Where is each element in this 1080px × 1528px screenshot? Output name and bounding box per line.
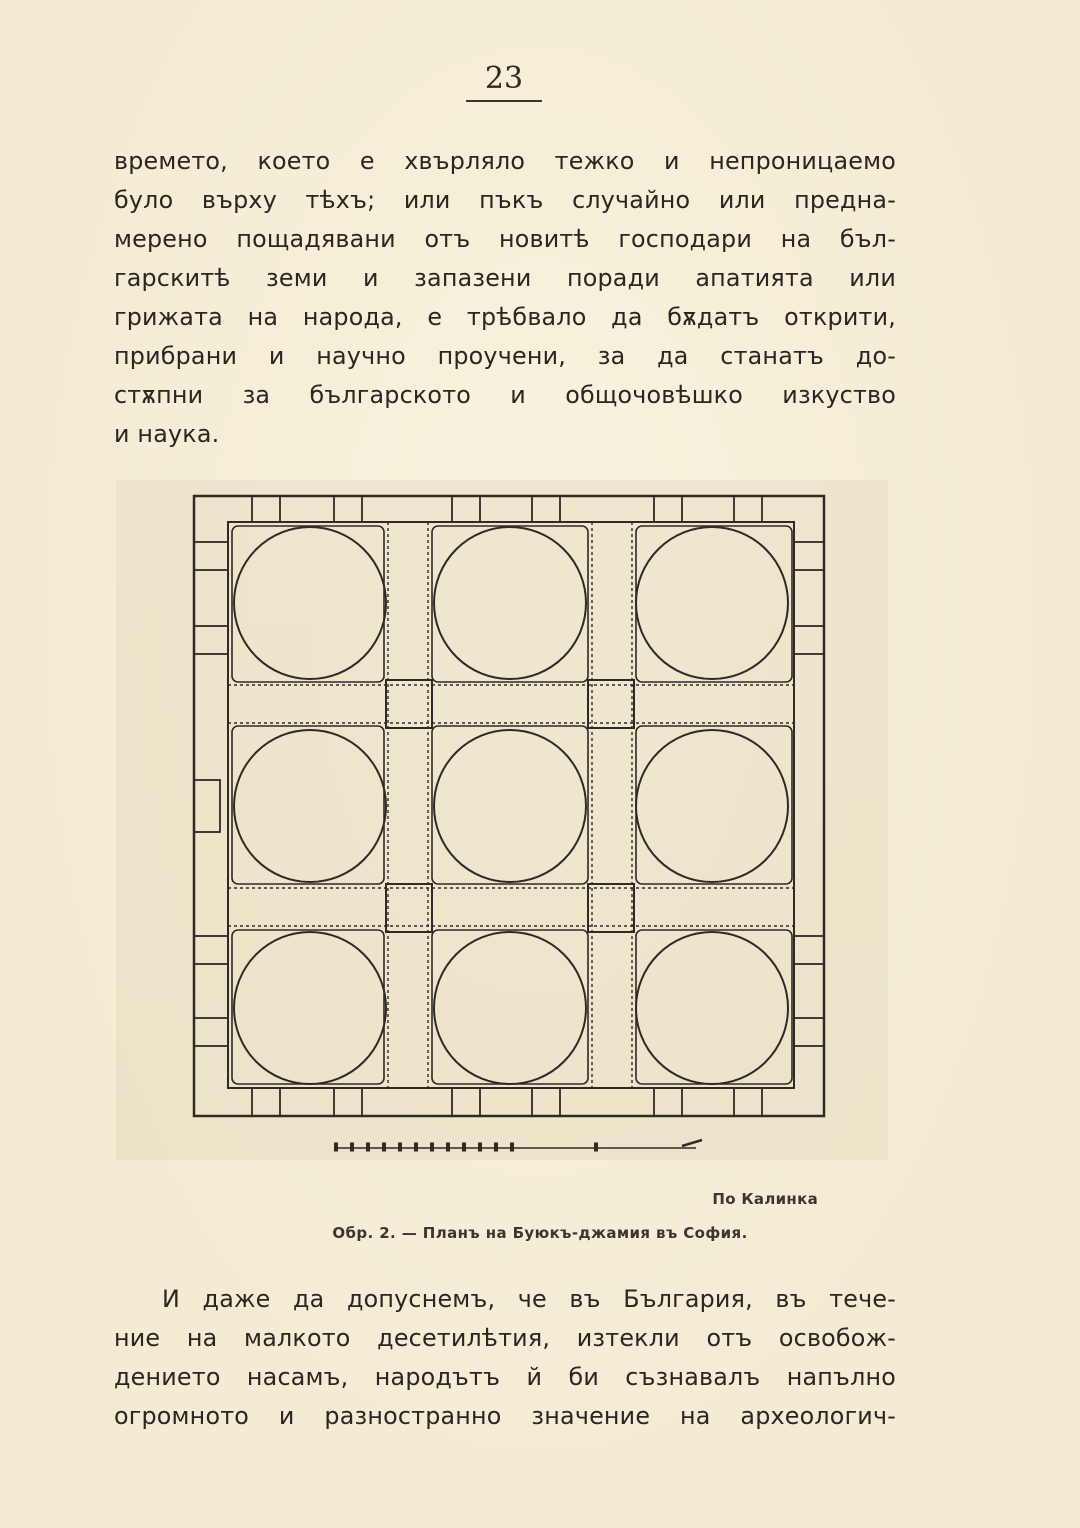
wall-niche bbox=[194, 1018, 228, 1046]
text-line: мерено пощадявани отъ новитѣ господари на бъл- bbox=[114, 225, 896, 253]
wall-niche bbox=[452, 1088, 480, 1116]
wall-niche bbox=[532, 496, 560, 522]
wall-niche bbox=[794, 542, 824, 570]
wall-niche bbox=[794, 626, 824, 654]
scale-tick bbox=[383, 1143, 386, 1151]
dome-circle bbox=[636, 730, 788, 882]
mosque-floor-plan bbox=[116, 480, 888, 1160]
wall-niche bbox=[452, 496, 480, 522]
pier bbox=[588, 680, 634, 728]
outer-wall bbox=[194, 496, 824, 1116]
dome-circle bbox=[234, 730, 386, 882]
pier bbox=[588, 884, 634, 932]
scale-tick bbox=[367, 1143, 370, 1151]
wall-niche bbox=[194, 626, 228, 654]
pier bbox=[386, 680, 432, 728]
pier bbox=[386, 884, 432, 932]
scale-tick bbox=[431, 1143, 434, 1151]
text-line: стѫпни за българското и общочовѣшко изкуство bbox=[114, 381, 896, 409]
text-line: огромното и разностранно значение на археологич- bbox=[114, 1402, 896, 1430]
paragraph-1 bbox=[114, 142, 896, 454]
text-line: гарскитѣ земи и запазени поради апатията или bbox=[114, 264, 896, 292]
wall-niche bbox=[654, 496, 682, 522]
scale-tick bbox=[595, 1143, 598, 1151]
text-line: И даже да допуснемъ, че въ България, въ тече- bbox=[162, 1285, 896, 1313]
scale-tick bbox=[351, 1143, 354, 1151]
figure-attribution: По Калинка bbox=[712, 1190, 818, 1208]
dome-circle bbox=[636, 527, 788, 679]
scale-tick bbox=[335, 1143, 338, 1151]
wall-niche bbox=[194, 542, 228, 570]
page-number: 23 bbox=[466, 62, 542, 102]
dome-circle bbox=[434, 730, 586, 882]
figure-caption: Обр. 2. — Планъ на Буюкъ-джамия въ София. bbox=[332, 1224, 748, 1242]
wall-niche bbox=[334, 1088, 362, 1116]
dome-circle bbox=[636, 932, 788, 1084]
dome-circle bbox=[434, 932, 586, 1084]
wall-niche bbox=[794, 936, 824, 964]
wall-niche bbox=[194, 936, 228, 964]
text-line: и наука. bbox=[114, 420, 220, 448]
bay-outline bbox=[432, 726, 588, 884]
wall-niche bbox=[252, 1088, 280, 1116]
figure-plate bbox=[116, 480, 888, 1160]
wall-niche bbox=[734, 496, 762, 522]
scale-tick bbox=[447, 1143, 450, 1151]
text-line: времето, което е хвърляло тежко и непроницаемо bbox=[114, 147, 896, 175]
wall-niche bbox=[532, 1088, 560, 1116]
dome-circle bbox=[434, 527, 586, 679]
scale-tick bbox=[511, 1143, 514, 1151]
scale-bar bbox=[334, 1140, 702, 1151]
scale-tick bbox=[479, 1143, 482, 1151]
scale-tick bbox=[463, 1143, 466, 1151]
scale-tick bbox=[495, 1143, 498, 1151]
inner-wall bbox=[228, 522, 794, 1088]
scale-tick bbox=[399, 1143, 402, 1151]
text-line: ние на малкото десетилѣтия, изтекли отъ освобож- bbox=[114, 1324, 896, 1352]
wall-niche bbox=[734, 1088, 762, 1116]
dome-circle bbox=[234, 527, 386, 679]
grid-lines bbox=[228, 522, 794, 1088]
wall-niche bbox=[654, 1088, 682, 1116]
scale-tick bbox=[415, 1143, 418, 1151]
wall-niche bbox=[794, 1018, 824, 1046]
text-line: було върху тѣхъ; или пъкъ случайно или предна- bbox=[114, 186, 896, 214]
paragraph-2 bbox=[114, 1280, 896, 1436]
text-line: дението насамъ, народътъ й би съзнавалъ напълно bbox=[114, 1363, 896, 1391]
text-line: прибрани и научно проучени, за да станатъ до- bbox=[114, 342, 896, 370]
dome-circle bbox=[234, 932, 386, 1084]
wall-niche bbox=[194, 780, 220, 832]
wall-niche bbox=[252, 496, 280, 522]
text-line: грижата на народа, е трѣбвало да бѫдатъ открити, bbox=[114, 303, 896, 331]
wall-niche bbox=[334, 496, 362, 522]
